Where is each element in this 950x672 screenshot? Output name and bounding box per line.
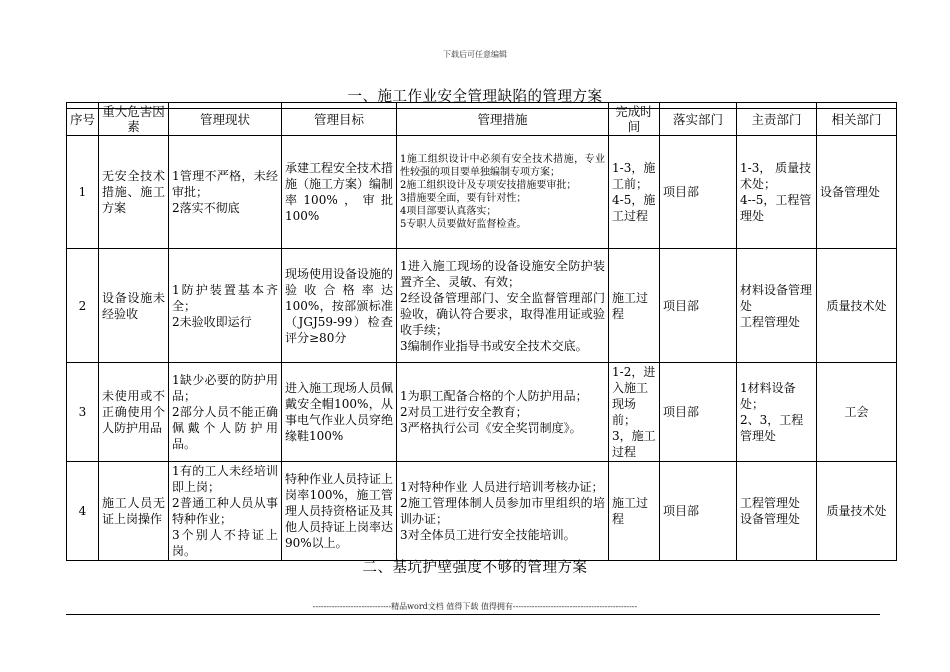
time-line: 1-2，进入施工现场前； [612,365,656,427]
management-plan-table [66,102,897,561]
measure-line: 1对特种作业 人员进行培训考核办证； [400,480,604,494]
table-row [67,363,897,462]
header-status: 管理现状 [169,103,282,136]
row-related: 设备管理处 [817,136,897,249]
time-line: 施工过程 [612,290,649,321]
header-main: 主责部门 [737,103,817,136]
main-line: 1材料设备处； [740,381,796,411]
status-line: 3个别人不持证上岗。 [172,528,278,558]
row-main [737,136,817,249]
row-idx: 4 [67,462,99,561]
row-hazard: 施工人员无证上岗操作 [99,462,169,561]
measure-line: 3措施要全面，要有针对性； [400,193,527,204]
row-impl: 项目部 [660,462,737,561]
header-measures: 管理措施 [397,103,609,136]
row-related: 工会 [817,363,897,462]
row-main [737,249,817,363]
measure-line: 2经设备管理部门、安全监督管理部门验收，确认符合要求，取得准用证或验收手续； [400,290,605,337]
measure-line: 3对全体员工进行安全技能培训。 [400,528,576,542]
time-line: 4-5，施工过程 [612,193,656,223]
row-hazard: 未使用或不正确使用个人防护用品 [99,363,169,462]
row-measures [397,363,609,462]
row-time [609,363,660,462]
measure-line: 2施工管理体制人员参加市里组织的培训办证； [400,496,605,526]
header-time: 完成时间 [609,103,660,136]
main-line: 工程管理处 [740,496,801,510]
header-impl: 落实部门 [660,103,737,136]
row-measures [397,136,609,249]
main-line: 1-3， 质量技术处； [740,161,812,191]
main-line: 设备管理处 [740,512,801,526]
row-main [737,462,817,561]
row-idx: 1 [67,136,99,249]
row-status [169,249,282,363]
footer-note: -----------------------------精品word文档 值得下载 值得拥有---------------------------------------------- [312,602,638,611]
row-main [737,363,817,462]
main-line: 2、3，工程管理处 [740,413,804,443]
measure-line: 2对员工进行安全教育； [400,405,528,419]
time-line: 施工过程 [612,496,649,526]
row-measures [397,249,609,363]
measure-line: 1施工组织设计中必须有安全技术措施，专业性较强的项目要单独编制专项方案； [400,154,605,178]
section-1-title: 一、施工作业安全管理缺陷的管理方案 [0,85,950,106]
status-line: 2普通工种人员从事特种作业； [172,496,278,526]
time-line: 1-3，施工前； [612,161,656,191]
status-line: 1有的工人未经培训即上岗； [172,464,278,494]
measure-line: 1进入施工现场的设备设施安全防护装置齐全、灵敏、有效； [400,258,605,289]
status-line: 2未验收即运行 [172,314,252,329]
table-row [67,249,897,363]
header-hazard: 重大危害因素 [99,103,169,136]
header-goal: 管理目标 [282,103,397,136]
main-line: 4--5，工程管理处 [740,193,812,223]
row-impl: 项目部 [660,249,737,363]
status-line: 1管理不严格，未经审批； [172,169,278,199]
table-row [67,136,897,249]
measure-line: 2施工组织设计及专项安技措施要审批； [400,180,577,191]
row-time [609,249,660,363]
measure-line: 3严格执行公司《安全奖罚制度》。 [400,421,582,435]
time-line: 3，施工过程 [612,429,656,459]
row-goal: 进入施工现场人员佩戴安全帽100%，从事电气作业人员穿绝缘鞋100% [282,363,397,462]
status-line: 2部分人员不能正确佩戴个人防护用品。 [172,405,278,451]
row-status [169,136,282,249]
row-goal: 特种作业人员持证上岗率100%，施工管理人员持资格证及其他人员持证上岗率达90%以上。 [282,462,397,561]
row-status [169,363,282,462]
measure-line: 4项目部要认真落实； [400,206,497,217]
header-note: 下载后可任意编辑 [443,50,507,59]
row-idx: 3 [67,363,99,462]
table-header-row [67,103,897,136]
row-status [169,462,282,561]
row-related: 质量技术处 [817,249,897,363]
status-line: 2落实不彻底 [172,201,240,215]
main-line: 材料设备管理处 [740,282,813,313]
row-impl: 项目部 [660,136,737,249]
row-time [609,136,660,249]
status-line: 1防护装置基本齐全； [172,282,278,313]
row-idx: 2 [67,249,99,363]
table-row [67,462,897,561]
row-measures [397,462,609,561]
row-impl: 项目部 [660,363,737,462]
header-idx: 序号 [67,103,99,136]
status-line: 1缺少必要的防护用品； [172,373,278,403]
main-line: 工程管理处 [740,314,801,329]
row-hazard: 设备设施未经验收 [99,249,169,363]
row-time [609,462,660,561]
footer-divider [66,614,880,615]
row-related: 质量技术处 [817,462,897,561]
header-related: 相关部门 [817,103,897,136]
row-hazard: 无安全技术措施、施工方案 [99,136,169,249]
measure-line: 5专职人员要做好监督检查。 [400,219,527,230]
section-2-title: 二、基坑护壁强度不够的管理方案 [362,560,588,576]
measure-line: 3编制作业指导书或安全技术交底。 [400,338,588,353]
row-goal: 现场使用设备设施的验收合格率达100%，按部颁标准（JGJ59-99）检查评分≥80分 [282,249,397,363]
row-goal: 承建工程安全技术措施（施工方案）编制率100%，审批100% [282,136,397,249]
measure-line: 1为职工配备合格的个人防护用品； [400,389,588,403]
